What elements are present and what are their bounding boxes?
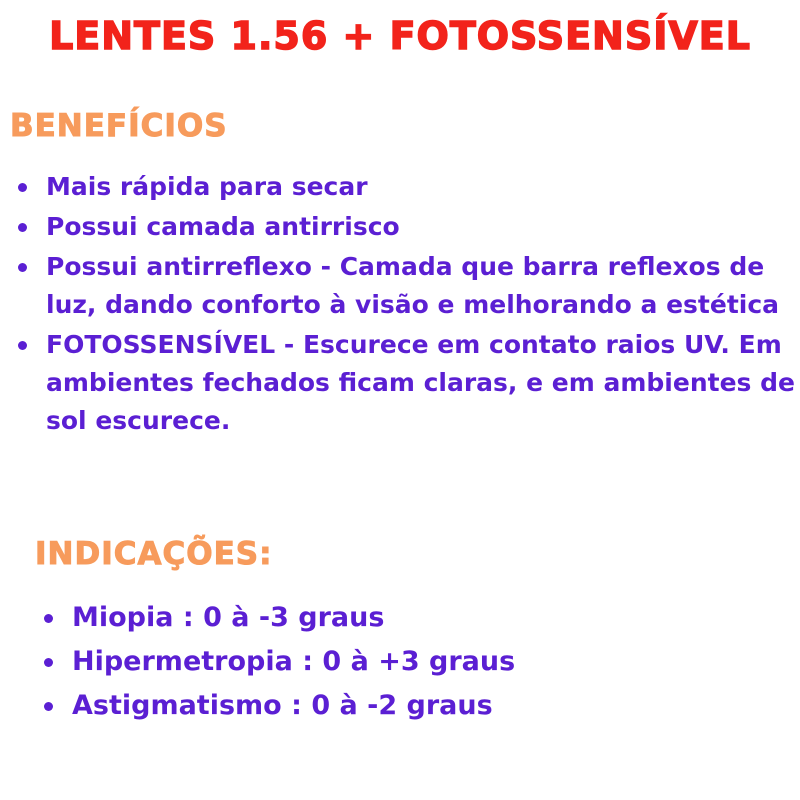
benefit-text: Possui camada antirrisco — [46, 212, 400, 241]
list-item — [16, 208, 798, 246]
bullet-icon — [44, 658, 53, 667]
benefit-text: Possui antirreflexo - Camada que barra reflexos de luz, dando conforto à visão e melhorando a estética — [46, 252, 780, 319]
bullet-icon — [18, 223, 27, 232]
list-item — [42, 684, 742, 728]
list-item — [42, 640, 742, 684]
indications-heading: INDICAÇÕES: — [35, 536, 273, 572]
list-item — [16, 168, 798, 206]
indication-text: Miopia : 0 à -3 graus — [72, 602, 385, 633]
bullet-icon — [44, 702, 53, 711]
bullet-icon — [44, 614, 53, 623]
benefits-list — [16, 168, 798, 442]
list-item — [16, 248, 798, 324]
list-item — [42, 596, 742, 640]
benefit-text: FOTOSSENSÍVEL - Escurece em contato raios UV. Em ambientes fechados ficam claras, e em ambientes de sol escurece. — [46, 330, 795, 435]
bullet-icon — [18, 183, 27, 192]
indication-text: Astigmatismo : 0 à -2 graus — [72, 690, 493, 721]
indication-text: Hipermetropia : 0 à +3 graus — [72, 646, 516, 677]
page-title: LENTES 1.56 + FOTOSSENSÍVEL — [49, 14, 751, 58]
benefits-heading: BENEFÍCIOS — [10, 108, 228, 144]
benefit-text: Mais rápida para secar — [46, 172, 368, 201]
bullet-icon — [18, 341, 27, 350]
indications-list — [42, 596, 742, 728]
list-item — [16, 326, 798, 440]
bullet-icon — [18, 263, 27, 272]
